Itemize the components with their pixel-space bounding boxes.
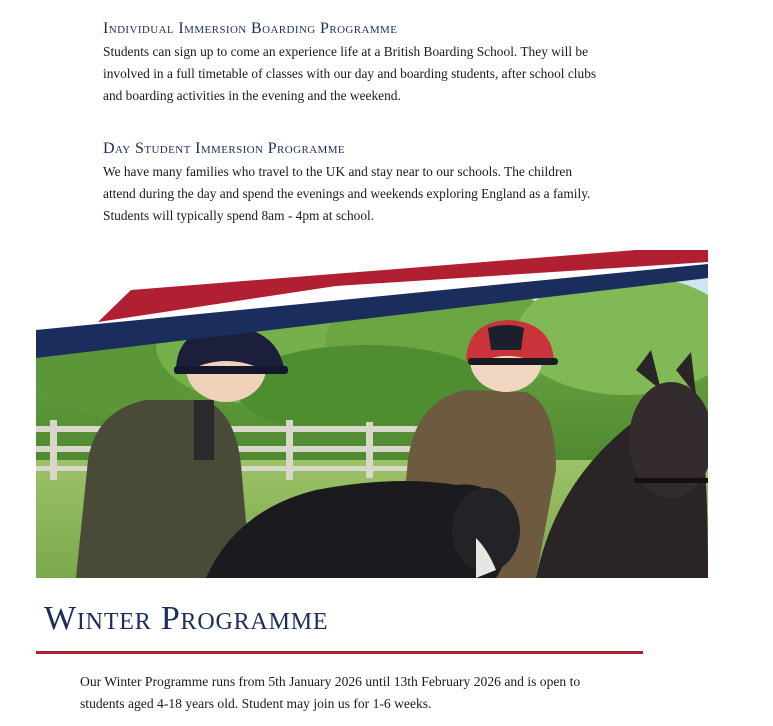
day-student-programme-text (103, 161, 703, 227)
text-line: Students will typically spend 8am - 4pm at school. (103, 208, 375, 223)
text-line: students aged 4-18 years old. Student may join us for 1-6 weeks. (80, 696, 432, 711)
text-line: involved in a full timetable of classes with our day and boarding students, after school clubs (103, 66, 597, 81)
winter-programme-text (80, 671, 720, 715)
students-on-horses-image (36, 250, 708, 578)
title-divider (36, 651, 643, 654)
text-line: We have many families who travel to the UK and stay near to our schools. The children (103, 164, 573, 179)
boarding-programme-heading: Individual Immersion Boarding Programme (103, 20, 398, 37)
text-line: Our Winter Programme runs from 5th January 2026 until 13th February 2026 and is open to (80, 674, 581, 689)
text-line: Students can sign up to come an experience life at a British Boarding School. They will be (103, 44, 589, 59)
winter-programme-title: Winter Programme (44, 600, 329, 637)
photo-banner (36, 250, 708, 578)
boarding-programme-text (103, 41, 703, 107)
text-line: and boarding activities in the evening and the weekend. (103, 88, 401, 103)
day-student-programme-heading: Day Student Immersion Programme (103, 140, 346, 157)
day-student-programme-section (103, 140, 703, 227)
text-line: attend during the day and spend the evenings and weekends exploring England as a family. (103, 186, 591, 201)
boarding-programme-section (103, 20, 703, 107)
